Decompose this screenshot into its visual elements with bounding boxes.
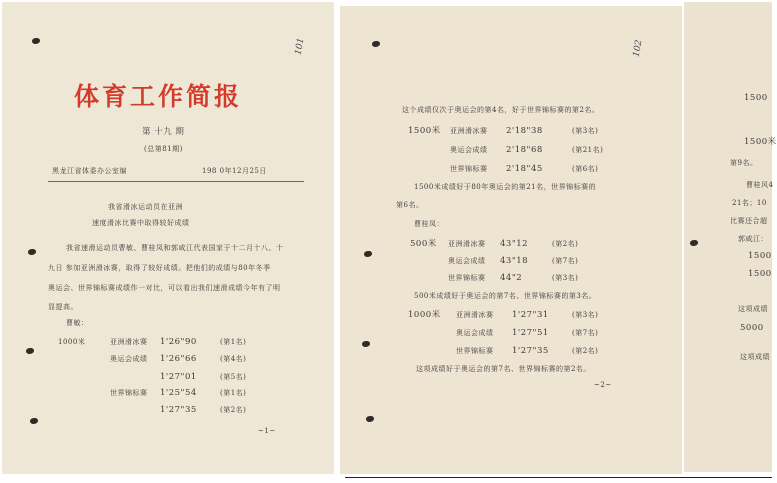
total-issue-number: (总第81期) (144, 145, 183, 153)
body-paragraph-line: 奥运会、世界锦标赛成绩作一对比，可以看出我们速滑成绩今年有了明 (48, 284, 281, 292)
athlete-name: 曹桂凤： (414, 220, 444, 228)
partial-text-line: 1500 (744, 93, 768, 103)
punch-hole (364, 251, 372, 257)
result-label: 亚洲滑冰赛 (450, 127, 488, 135)
document-page-2 (340, 6, 682, 474)
bulletin-title: 体育工作简报 (74, 82, 243, 111)
summary-line: 第6名。 (396, 201, 424, 209)
result-rank: (第3名) (572, 311, 599, 319)
partial-text-line: 这项成绩 (740, 353, 770, 361)
body-paragraph-line: 我省速滑运动员曹敏、曹桂凤和郭咸江代表国家于十二月十八、十 (66, 244, 284, 252)
result-rank: (第7名) (572, 329, 599, 337)
result-time: 1'27"01 (160, 372, 197, 382)
publisher: 黑龙江省体委办公室编 (52, 167, 127, 175)
result-label: 奥运会成绩 (450, 146, 488, 154)
result-time: 43"18 (500, 256, 529, 266)
punch-hole (690, 240, 698, 246)
result-rank: (第1名) (220, 389, 247, 397)
result-label: 奥运会成绩 (110, 355, 148, 363)
result-time: 1'27"31 (512, 310, 549, 320)
result-rank: (第7名) (552, 257, 579, 265)
result-rank: (第1名) (220, 338, 247, 346)
punch-hole (28, 249, 36, 255)
result-label: 亚洲滑冰赛 (110, 338, 148, 346)
article-heading-line-2: 速度滑冰比赛中取得较好成绩 (92, 219, 190, 227)
partial-text-line: 1500米 (744, 137, 777, 147)
result-event: 1000米 (58, 338, 86, 346)
page-number: ~2~ (594, 381, 612, 389)
partial-text-line: 第9名。 (730, 159, 758, 167)
result-label: 世界锦标赛 (110, 389, 148, 397)
result-event: 500米 (410, 239, 437, 249)
result-rank: (第21名) (572, 146, 604, 154)
partial-text-line: 1500 (748, 269, 772, 279)
result-rank: (第3名) (572, 127, 599, 135)
result-rank: (第4名) (220, 355, 247, 363)
issue-date: 198 0年12月25日 (202, 167, 267, 175)
result-time: 43"12 (500, 239, 529, 249)
summary-line: 1500米成绩好于80年奥运会的第21名，世界锦标赛的 (414, 183, 597, 191)
article-heading-line-1: 我省滑冰运动员在亚洲 (108, 203, 183, 211)
result-rank: (第2名) (220, 406, 247, 414)
athlete-name: 曹敏： (66, 319, 89, 327)
summary-line: 这项成绩好于奥运会的第7名、世界锦标赛的第2名。 (416, 365, 591, 373)
result-label: 奥运会成绩 (448, 257, 486, 265)
result-time: 2'18"38 (506, 126, 543, 136)
handwritten-page-annotation: 102 (631, 39, 645, 58)
punch-hole (26, 348, 34, 354)
header-separator-line (48, 181, 304, 182)
document-page-1 (2, 2, 334, 474)
summary-line: 500米成绩好于奥运会的第7名、世界锦标赛的第3名。 (414, 292, 597, 300)
partial-text-line: 这项成绩 (738, 305, 768, 313)
scan-border-line (345, 477, 772, 478)
punch-hole (366, 416, 374, 422)
result-time: 2'18"68 (506, 145, 543, 155)
partial-text-line: 曹桂风4 (746, 181, 774, 189)
result-event: 1000米 (408, 310, 441, 320)
partial-text-line: 比赛还合超 (730, 217, 768, 225)
result-label: 亚洲滑冰赛 (448, 240, 486, 248)
result-label: 世界锦标赛 (450, 165, 488, 173)
result-time: 1'27"51 (512, 328, 549, 338)
result-label: 亚洲滑冰赛 (456, 311, 494, 319)
body-paragraph-line: 显提高。 (48, 303, 78, 311)
punch-hole (362, 341, 370, 347)
result-label: 世界锦标赛 (448, 274, 486, 282)
document-page-3-partial (684, 2, 777, 472)
punch-hole (372, 41, 380, 47)
punch-hole (32, 38, 40, 44)
punch-hole (30, 418, 38, 424)
result-rank: (第6名) (572, 165, 599, 173)
result-rank: (第3名) (552, 274, 579, 282)
result-time: 44"2 (500, 273, 523, 283)
result-time: 1'25"54 (160, 388, 197, 398)
partial-text-line: 21名；10 (732, 199, 767, 207)
result-time: 2'18"45 (506, 164, 543, 174)
intro-line: 这个成绩仅次于奥运会的第4名，好于世界锦标赛的第2名。 (402, 106, 600, 114)
result-time: 1'27"35 (512, 346, 549, 356)
result-time: 1'26"90 (160, 337, 197, 347)
issue-number: 第 十九 期 (142, 127, 185, 137)
result-event: 1500米 (408, 126, 441, 136)
result-label: 奥运会成绩 (456, 329, 494, 337)
handwritten-page-annotation: 101 (293, 37, 307, 56)
result-rank: (第5名) (220, 373, 247, 381)
body-paragraph-line: 九日 参加亚洲滑冰赛，取得了较好成绩。把他们的成绩与80年冬季 (48, 264, 271, 272)
page-number: ~1~ (258, 427, 276, 435)
result-time: 1'27"35 (160, 405, 197, 415)
partial-text-line: 5000 (740, 323, 764, 333)
result-rank: (第2名) (572, 347, 599, 355)
partial-text-line: 郭咸江： (738, 235, 768, 243)
result-time: 1'26"66 (160, 354, 197, 364)
partial-text-line: 1500 (748, 251, 772, 261)
result-label: 世界锦标赛 (456, 347, 494, 355)
result-rank: (第2名) (552, 240, 579, 248)
